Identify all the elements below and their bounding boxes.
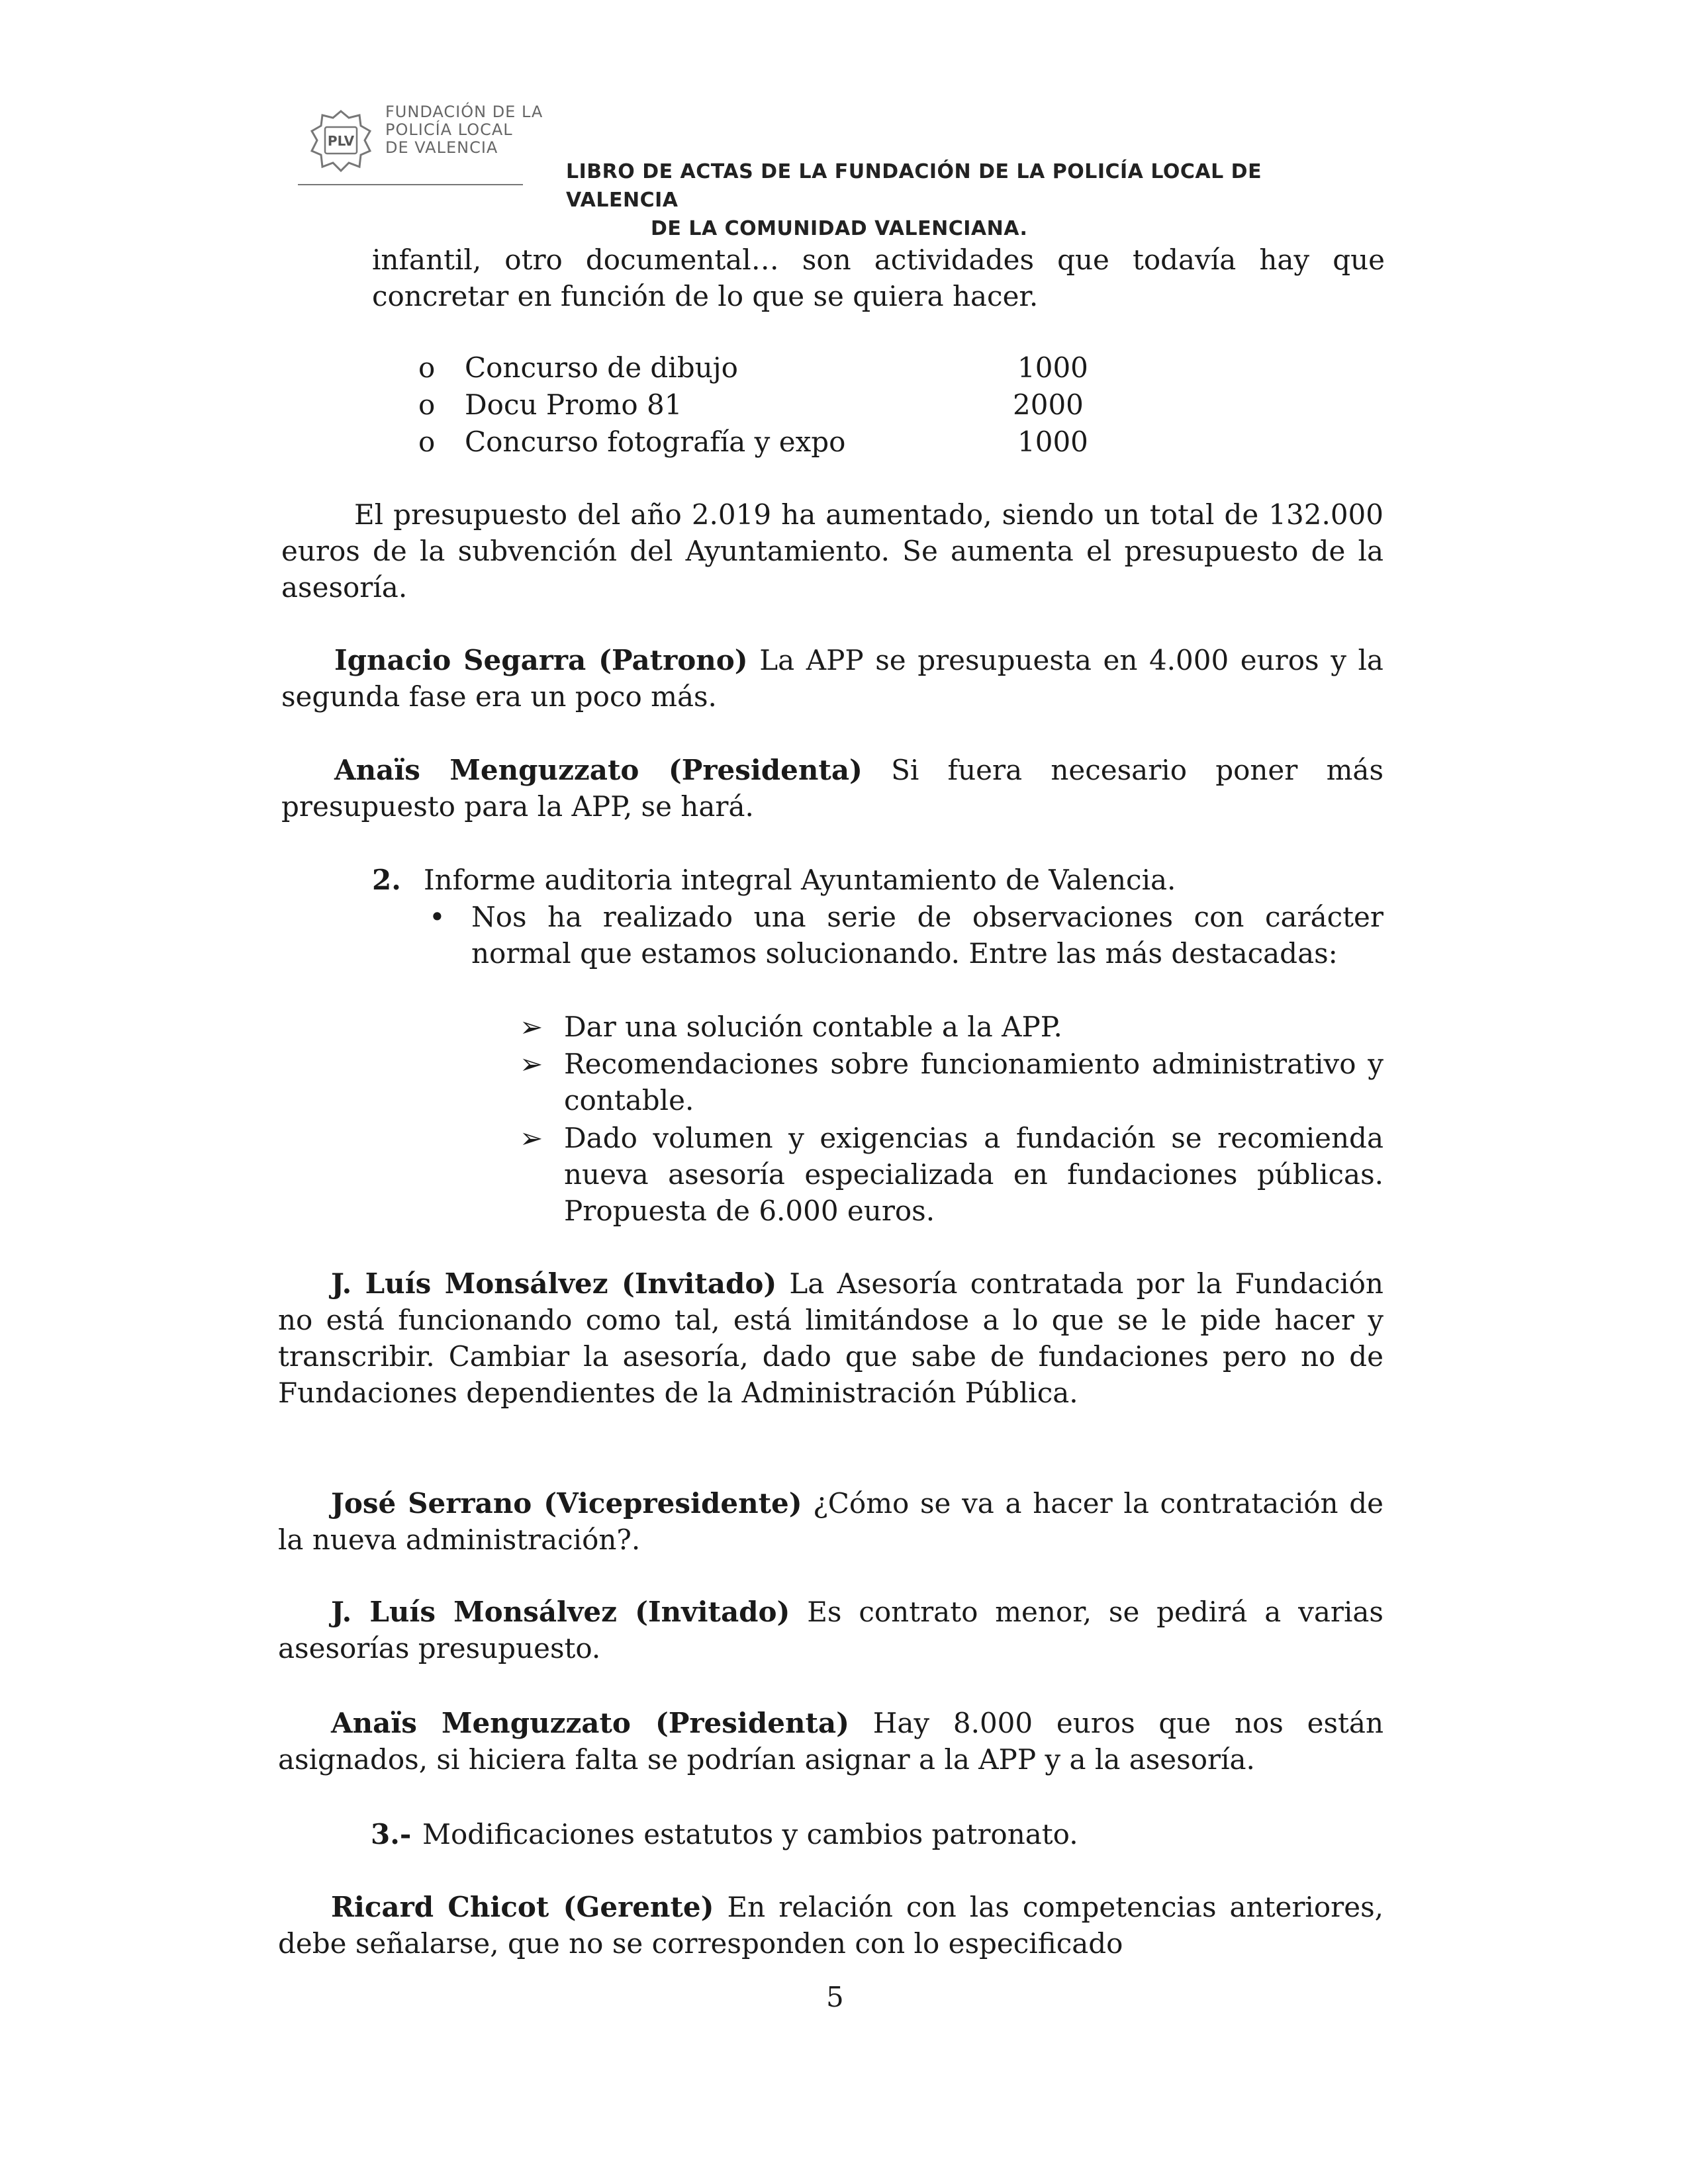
budget-label: Concurso fotografía y expo [465,426,846,458]
page-number: 5 [826,1981,844,2013]
budget-label: Docu Promo 81 [465,388,682,421]
speaker-name: Anaïs Menguzzato (Presidenta) [331,1707,849,1739]
speaker-name: J. Luís Monsálvez (Invitado) [331,1267,777,1300]
list-bullet: o [418,388,436,421]
list-bullet: o [418,351,436,384]
speech-text: Hay 8.000 euros que nos están asignados, si hiciera falta se podrían asignar a la APP y a la asesoría. [278,1707,1383,1776]
speech-text: ¿Cómo se va a hacer la contratación de la nueva administración?. [278,1487,1384,1556]
speech-segarra [281,642,1383,715]
arrow-bullet-icon: ➢ [520,1048,543,1080]
observation-point: Dar una solución contable a la APP. [564,1011,1062,1043]
speech-text: Es contrato menor, se pedirá a varias asesorías presupuesto. [278,1596,1383,1664]
arrow-bullet-icon: ➢ [520,1011,543,1043]
speaker-name: Ricard Chicot (Gerente) [331,1891,714,1923]
speech-serrano [278,1485,1383,1558]
speaker-name: Anaïs Menguzzato (Presidenta) [334,754,863,786]
logo-line-1: FUNDACIÓN DE LA [385,103,543,121]
section-title: Informe auditoria integral Ayuntamiento de Valencia. [424,864,1176,896]
speech-menguzzato-2 [278,1705,1383,1778]
budget-amount: 1000 [1017,351,1088,384]
section-number: 2. [372,864,401,896]
section-number: 3.- [371,1818,412,1850]
speech-text: En relación con las competencias anteriores, debe señalarse, que no se corresponden con lo especificado [278,1891,1383,1960]
list-bullet: • [429,901,445,933]
logo-line-2: POLICÍA LOCAL [385,120,513,139]
list-bullet: o [418,426,436,458]
speech-menguzzato-1 [281,752,1383,825]
speaker-name: Ignacio Segarra (Patrono) [334,644,748,676]
speech-text: Si fuera necesario poner más presupuesto para la APP, se hará. [281,754,1383,823]
budget-amount: 1000 [1017,426,1088,458]
observations-paragraph: Nos ha realizado una serie de observaciones con carácter normal que estamos solucionando. Entre las más destacadas: [471,901,1383,970]
budget-paragraph: El presupuesto del año 2.019 ha aumentado, siendo un total de 132.000 euros de la subvención del Ayuntamiento. Se aumenta el presupuesto de la asesoría. [281,498,1383,604]
observation-point: Dado volumen y exigencias a fundación se recomienda nueva asesoría especializada en fundaciones públicas. Propuesta de 6.000 euros. [564,1122,1383,1227]
speech-chicot [278,1889,1383,1962]
speech-text: La Asesoría contratada por la Fundación no está funcionando como tal, está limitándose a lo que se le pide hacer y transcribir. Cambiar la asesoría, dado que sabe de fundaciones pero no de Fundaciones dependientes de la Administración Pública. [278,1267,1383,1409]
header-line-2: DE LA COMUNIDAD VALENCIANA. [651,217,1028,240]
header-line-1: LIBRO DE ACTAS DE LA FUNDACIÓN DE LA POLICÍA LOCAL DE VALENCIA [566,160,1262,212]
speech-monsalvez-2 [278,1594,1383,1666]
arrow-bullet-icon: ➢ [520,1122,543,1154]
logo-badge: PLV [327,133,355,149]
budget-amount: 2000 [1013,388,1084,421]
speech-monsalvez-1 [278,1265,1383,1411]
observation-point: Recomendaciones sobre funcionamiento administrativo y contable. [564,1048,1383,1116]
logo-line-3: DE VALENCIA [385,138,498,157]
speech-text: La APP se presupuesta en 4.000 euros y la segunda fase era un poco más. [281,644,1383,713]
section-title: Modificaciones estatutos y cambios patronato. [422,1818,1078,1850]
budget-label: Concurso de dibujo [465,351,738,384]
speaker-name: José Serrano (Vicepresidente) [331,1487,802,1520]
speaker-name: J. Luís Monsálvez (Invitado) [331,1596,790,1628]
intro-paragraph: infantil, otro documental… son actividades que todavía hay que concretar en función de lo que se quiera hacer. [372,244,1385,312]
